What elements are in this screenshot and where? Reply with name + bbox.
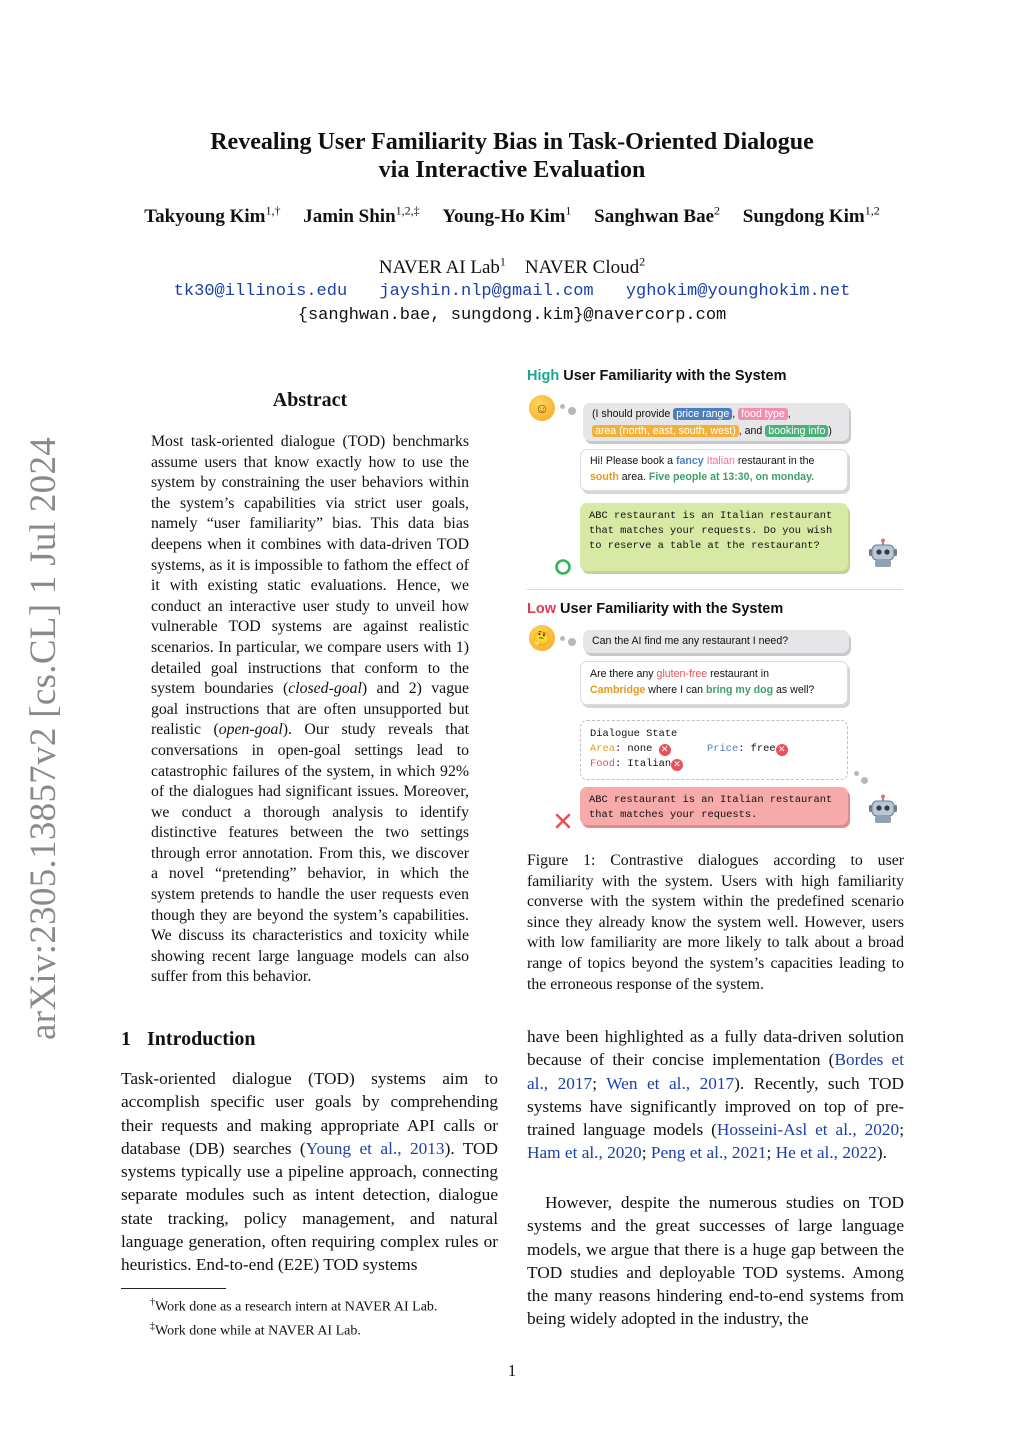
footnote-rule xyxy=(121,1288,226,1289)
citation-link[interactable]: Hosseini-Asl et al., 2020 xyxy=(716,1120,900,1140)
thought-dot xyxy=(560,404,565,409)
affiliations xyxy=(112,255,912,279)
thought-dot xyxy=(854,771,859,776)
citation-link[interactable]: Wen et al., 2017 xyxy=(606,1073,735,1093)
author-list xyxy=(112,204,912,228)
paper-title xyxy=(112,128,912,184)
email-group: {sanghwan.bae, sungdong.kim}@navercorp.com xyxy=(297,306,727,325)
title-line-1: Revealing User Familiarity Bias in Task-Oriented Dialogue xyxy=(210,129,814,155)
tag-booking-info: booking info xyxy=(765,425,828,437)
winking-face-icon: ☺ xyxy=(529,395,555,421)
citation-link[interactable]: Bordes et al., 2017 xyxy=(527,1050,905,1093)
email-link[interactable]: jayshin.nlp@gmail.com xyxy=(379,282,594,301)
high-user-message-bubble: Hi! Please book a fancy Italian restaurant in the south area. Five people at 13:30, on monday. xyxy=(580,449,848,491)
cross-mark-icon: ✕ xyxy=(659,744,671,756)
high-system-response-bubble: ABC restaurant is an Italian restaurant that matches your requests. Do you wish to reserve a table at the restaurant? xyxy=(580,503,848,571)
dialogue-state-box: Dialogue State Area: none ✕ Price: free ✕ Food: Italian ✕ xyxy=(580,720,848,780)
author: Young-Ho Kim$^1$ xyxy=(442,204,572,228)
citation-link[interactable]: Peng et al., 2021 xyxy=(650,1143,767,1163)
cross-mark-icon: ✕ xyxy=(671,759,683,771)
author: Jamin Shin$^{1,2,\ddagger}$ xyxy=(303,204,420,228)
thinking-face-icon: 🤔 xyxy=(529,625,555,651)
author: Sungdong Kim$^{1,2}$ xyxy=(742,204,880,228)
page-number: 1 xyxy=(507,1361,517,1380)
tag-food-type: food type xyxy=(738,408,788,420)
figure-1 xyxy=(520,360,912,840)
check-circle-icon xyxy=(554,558,572,576)
abstract-body: Most task-oriented dialogue (TOD) benchmarks assume users that know exactly how to use the system by constraining the user behaviors within the system’s capabilities via strict user goals, namely “user familiarity” bias. This data bias deepens when it combines with data-driven TOD systems, as it is impossible to fathom the effect of it with existing static evaluations. Hence, we conduct an interactive user study to unveil how vulnerable TOD systems are against realistic scenarios. In particular, we compare users with 1) detailed goal instructions that conform to the system boundaries (closed-goal) and 2) vague goal instructions that are often unsupported but realistic (open-goal). Our study reveals that conversations in open-goal settings lead to catastrophic failures of the system, in which 92% of the dialogues had significant issues. Moreover, we conduct a thorough analysis to identify distinctive features between the two settings through error annotation. From this, we discover a novel “pretending” behavior, in which the system pretends to handle the user requests even though they are beyond the system’s capabilities. We discuss its characteristics and toxicity while showing recent large language models can also suffer from this behavior. xyxy=(151,433,469,986)
robot-icon xyxy=(868,538,898,568)
right-column-paragraph: have been highlighted as a fully data-driven solution because of their concise implementation (Bordes et al., 2017; Wen et al., 2017). Recently, such TOD systems have significantly improved on top of pre-trained language models (Hosseini-Asl et al., 2020; Ham et al., 2020; Peng et al., 2021; He et al., 2022). xyxy=(527,1027,905,1163)
cross-mark-icon: ✕ xyxy=(776,744,788,756)
tag-area: area (north, east, south, west) xyxy=(592,425,739,437)
author: Sanghwan Bae$^2$ xyxy=(594,204,721,228)
cross-mark-icon xyxy=(554,812,572,830)
low-user-message-bubble: Are there any gluten-free restaurant in Cambridge where I can bring my dog as well? xyxy=(580,661,848,705)
thought-dot xyxy=(861,777,868,784)
low-user-thought-bubble: Can the AI find me any restaurant I need? xyxy=(583,630,849,653)
abstract-heading: Abstract xyxy=(272,389,348,411)
low-familiarity-heading: Low User Familiarity with the System xyxy=(527,601,784,617)
title-line-2: via Interactive Evaluation xyxy=(378,157,646,183)
email-link[interactable]: yghokim@younghokim.net xyxy=(625,282,851,301)
intro-paragraph: Task-oriented dialogue (TOD) systems aim to accomplish specific user goals by comprehending their requests and making appropriate API calls or database (DB) searches (Young et al., 2013). TOD systems typically use a pipeline approach, connecting separate modules such as intent detection, dialogue state tracking, policy management, and natural language generation, often requiring complex rules or heuristics. End-to-end (E2E) TOD systems xyxy=(121,1069,499,1275)
tag-price-range: price range xyxy=(673,408,732,420)
high-user-thought-bubble: (I should provide price range , food type , area (north, east, south, west) , and booking info ) xyxy=(583,403,849,441)
right-column-paragraph: However, despite the numerous studies on TOD systems and the great successes of large language models, we argue that there is a huge gap between the TOD studies and deployable TOD systems. Among the many reasons hindering end-to-end systems from being widely adopted in the industry, the xyxy=(527,1193,904,1329)
footnote: ‡Work done while at NAVER AI Lab. xyxy=(150,1320,361,1339)
thought-dot xyxy=(560,636,565,641)
citation-link[interactable]: Young et al., 2013 xyxy=(305,1138,445,1158)
affiliation: NAVER AI Lab$^1$ xyxy=(378,255,506,279)
thought-dot xyxy=(568,407,576,415)
footnote: †Work done as a research intern at NAVER AI Lab. xyxy=(150,1297,438,1315)
figure-caption: Figure 1: Contrastive dialogues according to user familiarity with the system. Users with high familiarity converse with the system within the predefined scenario since they already know the system well. However, users with low familiarity are more likely to talk about a broad range of topics beyond the system’s capacities leading to the erroneous response of the system. xyxy=(527,852,904,993)
email-link[interactable]: tk30@illinois.edu xyxy=(173,282,348,301)
robot-icon xyxy=(868,794,898,824)
figure-divider xyxy=(527,589,903,590)
affiliation: NAVER Cloud$^2$ xyxy=(524,255,646,279)
citation-link[interactable]: He et al., 2022 xyxy=(775,1143,877,1163)
section-heading-introduction: 1 Introduction xyxy=(121,1028,256,1050)
low-system-response-bubble: ABC restaurant is an Italian restaurant that matches your requests. xyxy=(580,787,848,825)
thought-dot xyxy=(568,638,576,646)
arxiv-stamp: arXiv:2305.13857v2 [cs.CL] 1 Jul 2024 xyxy=(23,436,64,1040)
author: Takyoung Kim$^{1,\dagger}$ xyxy=(144,204,281,228)
citation-link[interactable]: Ham et al., 2020 xyxy=(527,1143,642,1163)
email-list xyxy=(112,282,912,301)
high-familiarity-heading: High User Familiarity with the System xyxy=(527,368,787,384)
footnotes xyxy=(150,1293,437,1340)
